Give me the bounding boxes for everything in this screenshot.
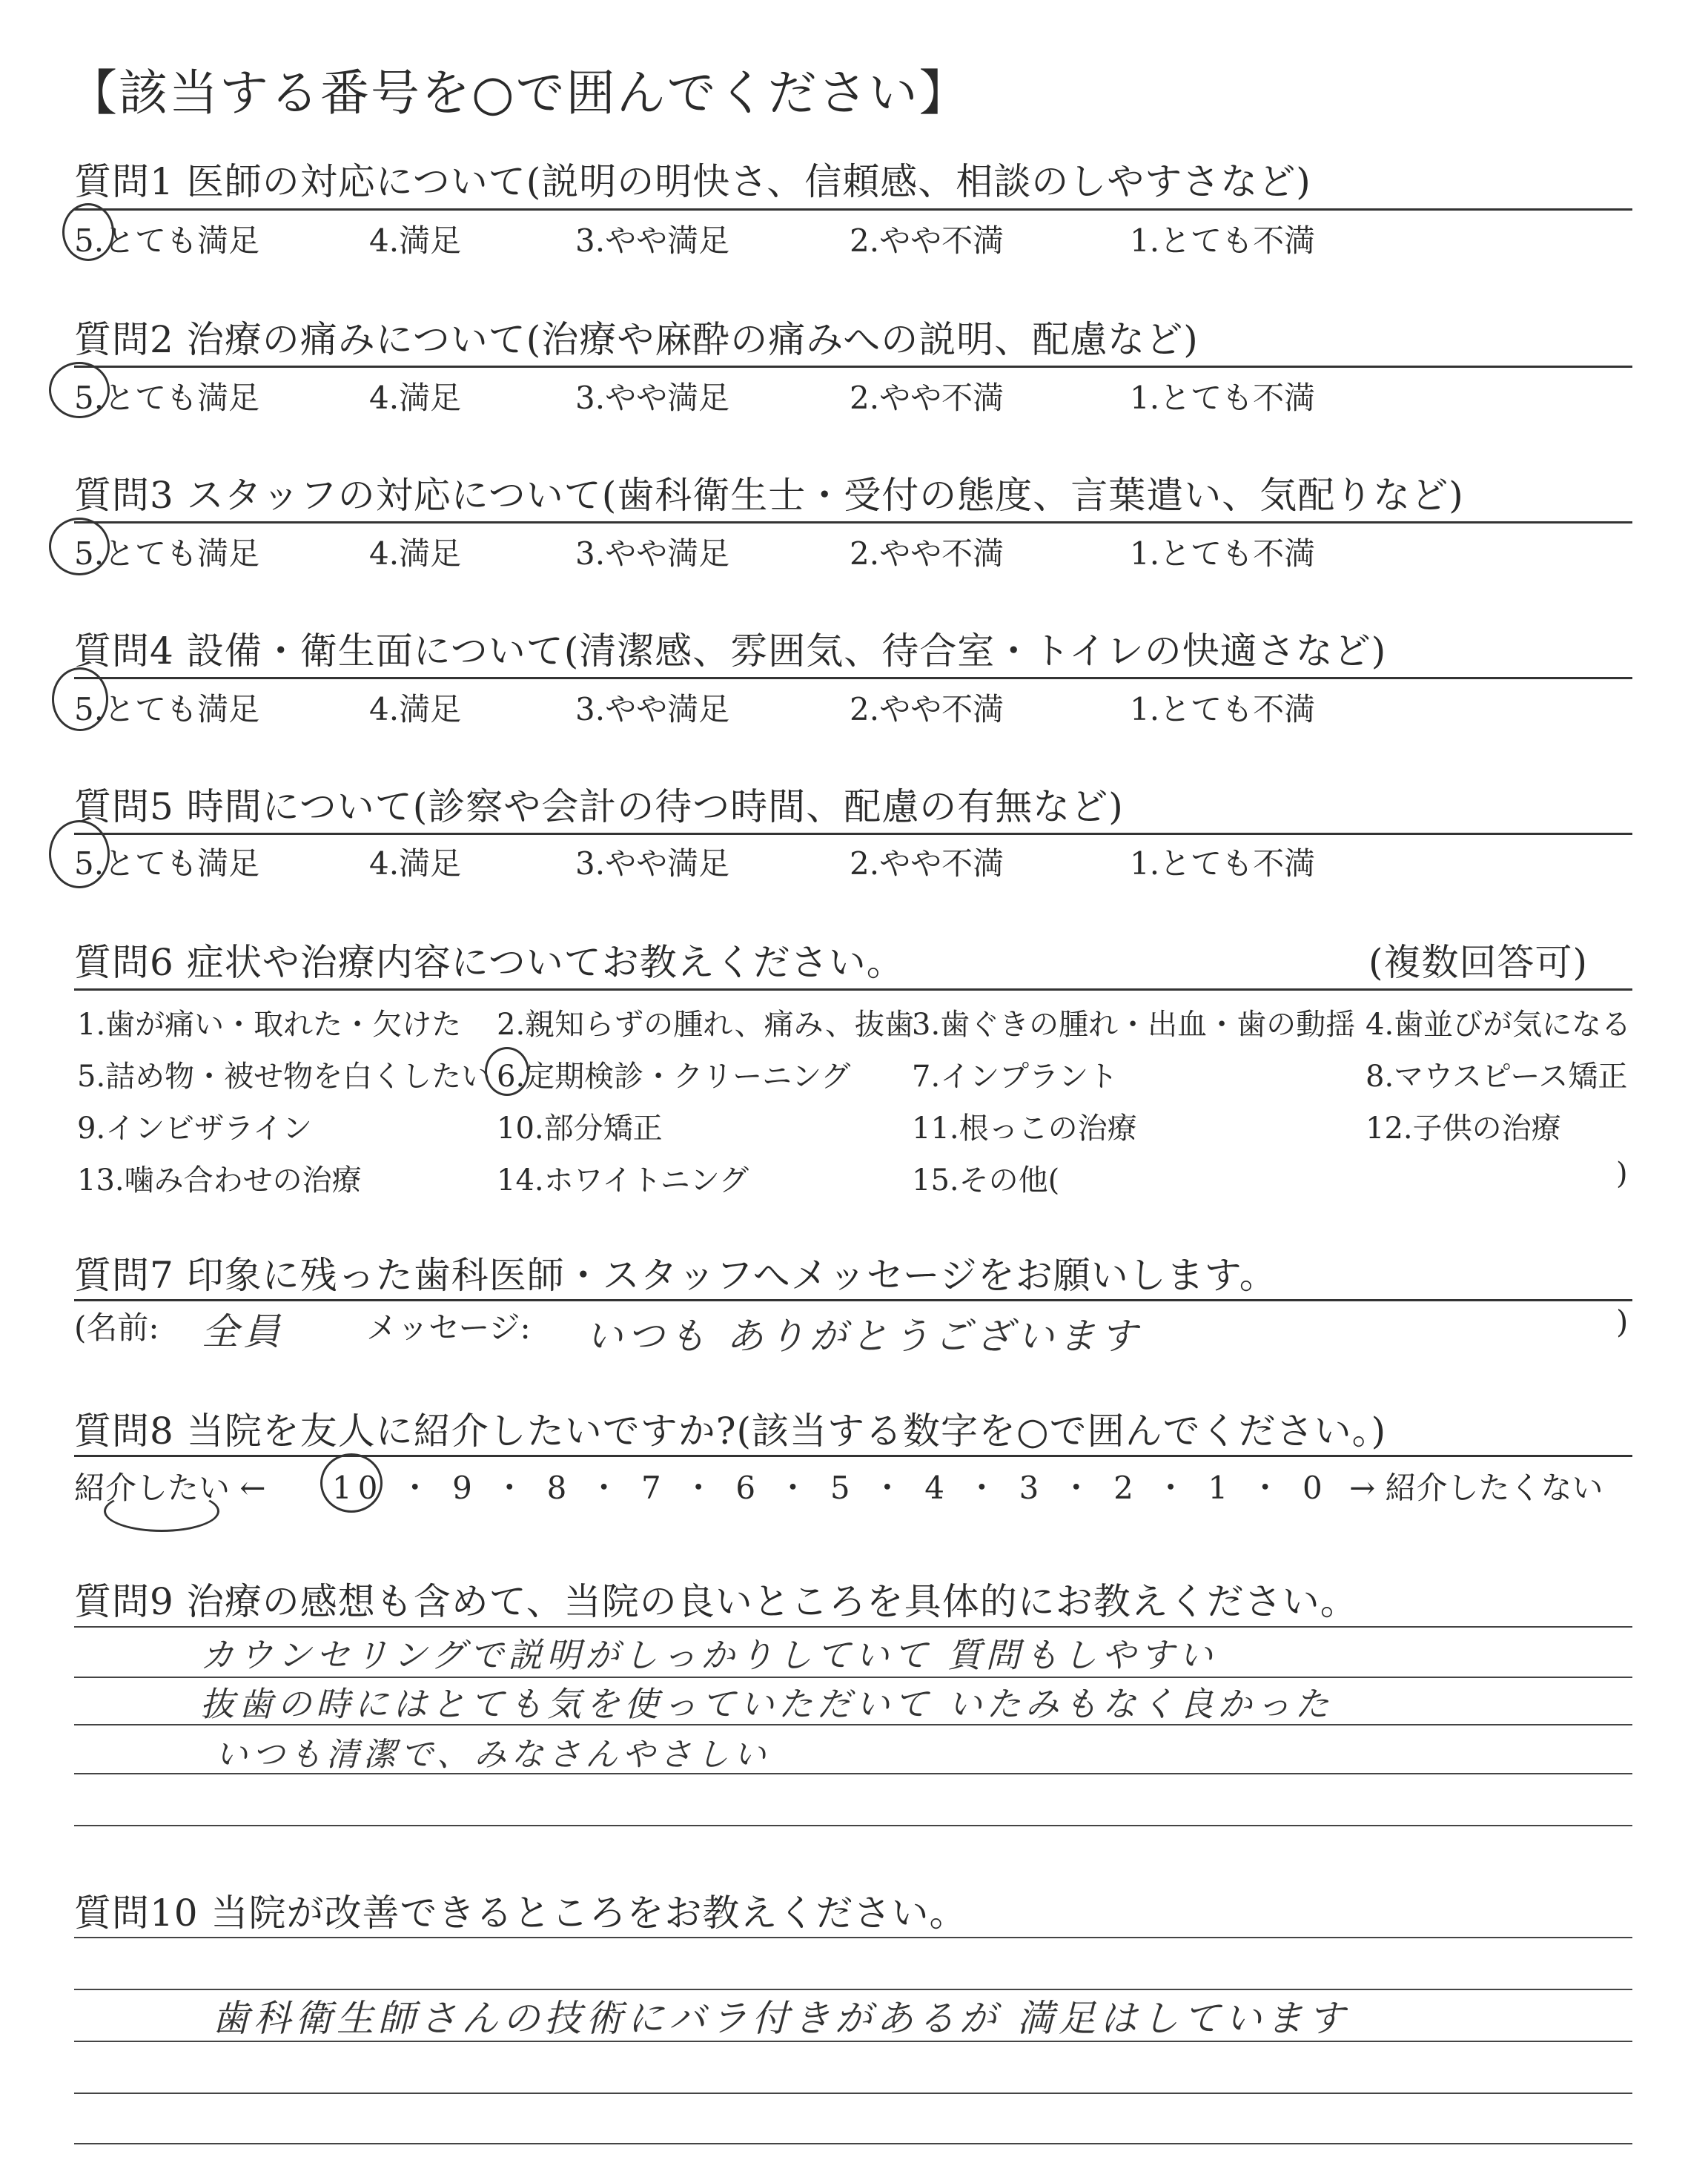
- q2-opt-1[interactable]: 1.とても不満: [1130, 380, 1316, 416]
- q9-answer-line[interactable]: 抜歯の時にはとても気を使っていただいて いたみもなく良かった: [200, 1684, 1334, 1724]
- answer-line: [74, 1937, 1632, 1938]
- q6-option[interactable]: 2.親知らずの腫れ、痛み、抜歯: [497, 1008, 914, 1042]
- q6-option[interactable]: 7.インプラント: [912, 1060, 1119, 1094]
- q6-option[interactable]: 6.定期検診・クリーニング: [497, 1060, 851, 1094]
- q4-opt-2[interactable]: 2.やや不満: [850, 691, 1004, 727]
- q4-opt-4[interactable]: 4.満足: [369, 691, 462, 727]
- q9-answer-line[interactable]: カウンセリングで説明がしっかりしていて 質問もしやすい: [200, 1635, 1217, 1675]
- q1-opt-2[interactable]: 2.やや不満: [850, 222, 1004, 259]
- q3-opt-5[interactable]: 5.とても満足: [74, 535, 260, 572]
- q5-opt-1[interactable]: 1.とても不満: [1130, 845, 1316, 882]
- answer-line: [74, 1825, 1632, 1826]
- selection-circle: [104, 1490, 219, 1532]
- q2-opt-5[interactable]: 5.とても満足: [74, 380, 260, 416]
- q7-message-label: メッセージ:: [366, 1309, 531, 1346]
- divider: [74, 208, 1632, 211]
- selection-circle: [49, 362, 110, 418]
- q1-opt-4[interactable]: 4.満足: [369, 222, 462, 259]
- q9-answer-line[interactable]: いつも清潔で、みなさんやさしい: [215, 1736, 771, 1774]
- q6-option[interactable]: 9.インビザライン: [77, 1112, 312, 1146]
- q6-option[interactable]: 14.ホワイトニング: [497, 1163, 749, 1198]
- q7-label: 質問7 印象に残った歯科医師・スタッフへメッセージをお願いします。: [74, 1254, 1277, 1297]
- q4-opt-1[interactable]: 1.とても不満: [1130, 691, 1316, 727]
- q8-label: 質問8 当院を友人に紹介したいですか?(該当する数字を○で囲んでください。): [74, 1410, 1387, 1453]
- q10-label: 質問10 当院が改善できるところをお教えください。: [74, 1892, 967, 1935]
- q4-label: 質問4 設備・衛生面について(清潔感、雰囲気、待合室・トイレの快適さなど): [74, 630, 1387, 673]
- q8-scale[interactable]: 10 ・ 9 ・ 8 ・ 7 ・ 6 ・ 5 ・ 4 ・ 3 ・ 2 ・ 1 ・ 0: [332, 1470, 1328, 1506]
- answer-line: [74, 2143, 1632, 2144]
- q6-label: 質問6 症状や治療内容についてお教えください。: [74, 941, 904, 984]
- divider: [74, 366, 1632, 368]
- q6-note: (複数回答可): [1368, 941, 1589, 984]
- q1-opt-1[interactable]: 1.とても不満: [1130, 222, 1316, 259]
- selection-circle: [52, 667, 108, 731]
- answer-line: [74, 1626, 1632, 1628]
- q6-option[interactable]: 5.詰め物・被せ物を白くしたい: [77, 1060, 491, 1094]
- q6-option[interactable]: 13.噛み合わせの治療: [77, 1163, 362, 1198]
- q5-opt-2[interactable]: 2.やや不満: [850, 845, 1004, 882]
- q7-name-value[interactable]: 全員: [202, 1310, 285, 1353]
- q7-message-value[interactable]: いつも ありがとうございます: [586, 1315, 1142, 1358]
- selection-circle: [485, 1047, 529, 1096]
- selection-circle: [49, 518, 110, 575]
- q3-opt-1[interactable]: 1.とても不満: [1130, 535, 1316, 572]
- divider: [74, 1455, 1632, 1457]
- q2-opt-3[interactable]: 3.やや満足: [575, 380, 730, 416]
- q4-opt-3[interactable]: 3.やや満足: [575, 691, 730, 727]
- q6-option[interactable]: 11.根っこの治療: [912, 1112, 1137, 1146]
- selection-circle: [49, 820, 110, 888]
- q2-label: 質問2 治療の痛みについて(治療や麻酔の痛みへの説明、配慮など): [74, 318, 1199, 361]
- q6-option[interactable]: 10.部分矯正: [497, 1112, 663, 1146]
- q6-option[interactable]: 3.歯ぐきの腫れ・出血・歯の動揺: [912, 1008, 1356, 1042]
- q2-opt-4[interactable]: 4.満足: [369, 380, 462, 416]
- q5-opt-3[interactable]: 3.やや満足: [575, 845, 730, 882]
- answer-line: [74, 2093, 1632, 2094]
- q3-opt-4[interactable]: 4.満足: [369, 535, 462, 572]
- q5-opt-4[interactable]: 4.満足: [369, 845, 462, 882]
- q1-label: 質問1 医師の対応について(説明の明快さ、信頼感、相談のしやすさなど): [74, 160, 1311, 203]
- divider: [74, 833, 1632, 835]
- q2-opt-2[interactable]: 2.やや不満: [850, 380, 1004, 416]
- q9-label: 質問9 治療の感想も含めて、当院の良いところを具体的にお教えください。: [74, 1580, 1358, 1623]
- page-title: 【該当する番号を○で囲んでください】: [68, 65, 970, 122]
- q4-opt-5[interactable]: 5.とても満足: [74, 691, 260, 727]
- q5-label: 質問5 時間について(診察や会計の待つ時間、配慮の有無など): [74, 785, 1124, 828]
- q8-left-label: 紹介したい ←: [74, 1470, 266, 1506]
- divider: [74, 521, 1632, 524]
- divider: [74, 677, 1632, 679]
- q7-close: ): [1616, 1304, 1629, 1340]
- q6-other-close: ): [1616, 1157, 1628, 1191]
- q6-option[interactable]: 12.子供の治療: [1366, 1112, 1561, 1146]
- q1-opt-5[interactable]: 5.とても満足: [74, 222, 260, 259]
- q3-label: 質問3 スタッフの対応について(歯科衛生士・受付の態度、言葉遣い、気配りなど): [74, 474, 1464, 517]
- q6-option[interactable]: 15.その他(: [912, 1163, 1060, 1198]
- selection-circle: [62, 203, 114, 261]
- q5-opt-5[interactable]: 5.とても満足: [74, 845, 260, 882]
- q8-right-label: → 紹介したくない: [1349, 1470, 1603, 1506]
- q3-opt-2[interactable]: 2.やや不満: [850, 535, 1004, 572]
- q6-option[interactable]: 8.マウスピース矯正: [1366, 1060, 1628, 1094]
- q7-name-label: (名前:: [74, 1309, 159, 1346]
- q6-option[interactable]: 4.歯並びが気になる: [1366, 1008, 1632, 1042]
- q1-opt-3[interactable]: 3.やや満足: [575, 222, 730, 259]
- q6-option[interactable]: 1.歯が痛い・取れた・欠けた: [77, 1008, 462, 1042]
- selection-circle: [320, 1453, 383, 1513]
- divider: [74, 988, 1632, 991]
- q10-answer-line[interactable]: 歯科衛生師さんの技術にバラ付きがあるが 満足はしています: [212, 1997, 1349, 2040]
- q3-opt-3[interactable]: 3.やや満足: [575, 535, 730, 572]
- divider: [74, 1299, 1632, 1301]
